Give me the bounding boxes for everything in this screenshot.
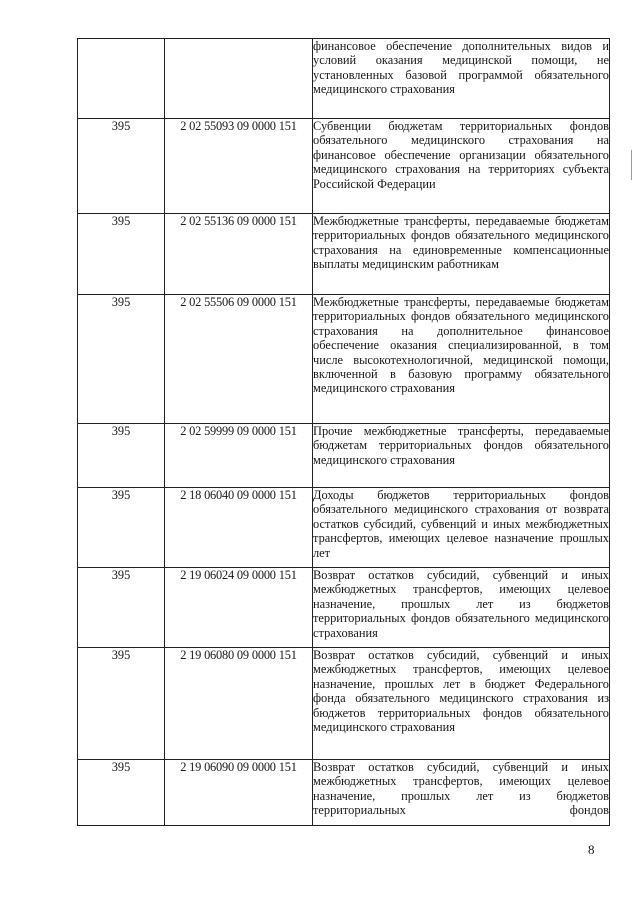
table-row: [78, 568, 610, 648]
revenue-name-cell: Прочие межбюджетные трансферты, передаваемые бюджетам территориальных фондов обязательного медицинского страхования: [313, 424, 610, 488]
revenue-name-cell: финансовое обеспечение дополнительных видов и условий оказания медицинской помощи, не установленных базовой программой обязательного медицинского страхования: [313, 39, 610, 119]
table-row: [78, 760, 610, 826]
admin-code-cell: 395: [78, 424, 165, 488]
revenue-name-cell: Межбюджетные трансферты, передаваемые бюджетам территориальных фондов обязательного медицинского страхования на дополнительное финансовое обеспечение оказания специализированной, в том числе высокотехнологичной, медицинской помощи, включенной в базовую программу обязательного медицинского страхования: [313, 295, 610, 424]
budget-code-cell: [165, 39, 313, 119]
table-row: [78, 648, 610, 760]
table-row: [78, 214, 610, 295]
revenue-name-cell: Субвенции бюджетам территориальных фондов обязательного медицинского страхования на финансовое обеспечение организации обязательного медицинского страхования на территориях субъекта Российской Федерации: [313, 119, 610, 214]
budget-code-cell: 2 18 06040 09 0000 151: [165, 488, 313, 568]
budget-code-cell: 2 02 55506 09 0000 151: [165, 295, 313, 424]
revenue-name-cell: Межбюджетные трансферты, передаваемые бюджетам территориальных фондов обязательного медицинского страхования на единовременные компенсационные выплаты медицинским работникам: [313, 214, 610, 295]
table-row: [78, 119, 610, 214]
budget-code-cell: 2 19 06090 09 0000 151: [165, 760, 313, 826]
scan-edge-mark: [631, 150, 632, 180]
table-row: [78, 488, 610, 568]
budget-code-cell: 2 02 59999 09 0000 151: [165, 424, 313, 488]
admin-code-cell: 395: [78, 760, 165, 826]
revenue-name-cell: Возврат остатков субсидий, субвенций и иных межбюджетных трансфертов, имеющих целевое назначение, прошлых лет из бюджетов территориальных фондов обязательного медицинского страхования: [313, 568, 610, 648]
admin-code-cell: 395: [78, 119, 165, 214]
admin-code-cell: [78, 39, 165, 119]
admin-code-cell: 395: [78, 488, 165, 568]
admin-code-cell: 395: [78, 648, 165, 760]
budget-code-cell: 2 02 55093 09 0000 151: [165, 119, 313, 214]
admin-code-cell: 395: [78, 295, 165, 424]
budget-code-cell: 2 02 55136 09 0000 151: [165, 214, 313, 295]
revenue-name-cell: Доходы бюджетов территориальных фондов обязательного медицинского страхования от возврата остатков субсидий, субвенций и иных межбюджетных трансфертов, имеющих целевое назначение прошлых лет: [313, 488, 610, 568]
budget-code-cell: 2 19 06080 09 0000 151: [165, 648, 313, 760]
table-row: [78, 295, 610, 424]
revenue-name-cell: Возврат остатков субсидий, субвенций и иных межбюджетных трансфертов, имеющих целевое назначение, прошлых лет из бюджетов территориальных фондов: [313, 760, 610, 826]
table-row: [78, 39, 610, 119]
budget-codes-table: [77, 38, 610, 826]
revenue-name-cell: Возврат остатков субсидий, субвенций и иных межбюджетных трансфертов, имеющих целевое назначение, прошлых лет в бюджет Федерального фонда обязательного медицинского страхования из бюджетов территориальных фондов обязательного медицинского страхования: [313, 648, 610, 760]
budget-code-cell: 2 19 06024 09 0000 151: [165, 568, 313, 648]
table-row: [78, 424, 610, 488]
admin-code-cell: 395: [78, 214, 165, 295]
admin-code-cell: 395: [78, 568, 165, 648]
page-number: 8: [588, 842, 595, 857]
